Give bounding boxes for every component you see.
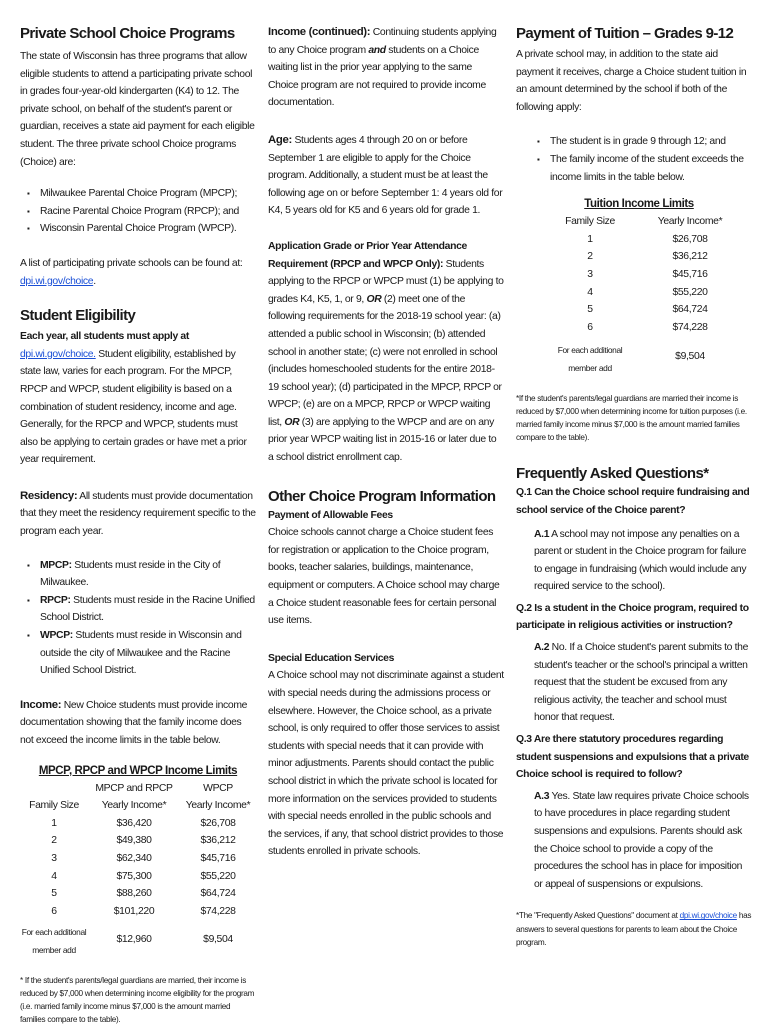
table-cell: 6: [587, 321, 593, 333]
table-header: Yearly Income*: [185, 800, 251, 812]
table-cell: 3: [51, 852, 57, 864]
income-continued-text: Continuing students applying to any Choice program: [268, 27, 497, 56]
table-row: [20, 903, 256, 921]
age-text: Students ages 4 through 20 on or before September 1 are eligible to apply for the Choice program. Additionally, a student must be at least the following age on or before September 1: 4 years old for K4, 5 years old for K5 and 6 years old for grade 1.: [268, 134, 503, 217]
faq-question: Q.1 Can the Choice school require fundraising and school service of the Choice parent?: [516, 487, 750, 516]
application-paragraph: [268, 238, 504, 467]
list-item: [20, 592, 256, 627]
faq-question: Q.2 Is a student in the Choice program, required to participate in religious activities or instruction?: [516, 602, 749, 632]
faq-answer-text: Yes. State law requires private Choice schools to have procedures in place regarding student suspensions and expulsions. Parents should ask the Choice school to provide a copy of the procedures the school has in place for imposition or appeal of suspensions or expulsions.: [534, 790, 749, 890]
table-cell: $45,716: [672, 268, 708, 280]
income-paragraph: [20, 697, 256, 750]
table-cell: 2: [51, 835, 57, 847]
faq-answer-lead: A.3: [534, 790, 550, 802]
table-cell: $26,708: [200, 817, 236, 829]
tuition-limits-caption: Tuition Income Limits: [584, 198, 694, 211]
faq-answer-text: A school may not impose any penalties on a parent or student in the Choice program for failure to engage in fundraising (which would include any required service to the school).: [534, 528, 747, 593]
table-cell: $74,228: [200, 905, 236, 917]
table-cell: 5: [51, 888, 57, 900]
additional-member-label: For each additional member add: [557, 345, 623, 373]
table-cell: $36,212: [672, 251, 708, 263]
table-row: [546, 231, 746, 249]
table-cell: $9,504: [675, 351, 705, 363]
column-2: [268, 24, 504, 861]
table-cell: 5: [587, 304, 593, 316]
table-cell: 4: [51, 870, 57, 882]
faq-note: [516, 909, 752, 949]
list-item: ▪ Wisconsin Parental Choice Program (WPCP).: [20, 220, 256, 238]
residency-paragraph: [20, 488, 256, 541]
table-header: WPCP: [203, 782, 233, 794]
application-text: Students applying to the RPCP or WPCP must (1) be applying to grades K4, K5, 1, or 9,: [268, 258, 504, 305]
table-row: [20, 868, 256, 886]
table-cell: $36,420: [116, 817, 152, 829]
table-header-blank: [20, 780, 88, 798]
residency-item-lead: WPCP:: [40, 630, 73, 642]
income-limits-table: [20, 780, 256, 960]
income-lead: Income:: [20, 698, 62, 711]
student-eligibility-heading: Student Eligibility: [20, 307, 136, 325]
table-cell: 4: [587, 286, 593, 298]
income-footnote: * If the student's parents/legal guardians are married, their income is reduced by $7,000 when determining income eligibility for the program (i.e. married family income minus $7,000 is the amount married families compare to the table).: [20, 975, 255, 1025]
school-list-end: .: [93, 275, 96, 287]
table-header: Yearly Income*: [101, 800, 167, 812]
emphasis-or: OR: [284, 416, 300, 428]
choice-link[interactable]: dpi.wi.gov/choice: [20, 275, 94, 287]
eligibility-paragraph: [20, 328, 256, 469]
table-row: [20, 832, 256, 850]
faq-heading: Frequently Asked Questions*: [516, 465, 709, 483]
tuition-heading: Payment of Tuition – Grades 9-12: [516, 25, 734, 42]
tuition-limits-table: [546, 213, 746, 377]
table-cell: 3: [587, 268, 593, 280]
table-row: [20, 885, 256, 903]
table-cell: $74,228: [672, 321, 708, 333]
intro-paragraph: The state of Wisconsin has three programs that allow eligible students to attend a participating private school in grades four-year-old kindergarten (K4) to 12. The private school, on behalf of the student's parent or guardian, receives a state aid payment for each eligible student. The three private school Choice programs (Choice) are:: [20, 51, 255, 168]
application-text: (2) meet one of the following requirements for the 2018-19 school year: (a) attended a public school in Wisconsin; (b) attended school in another state; (c) were not enrolled in school (includes homeschooled students for the entire 2018-19 school year); (d) participated in the MPCP, RPCP or WPCP; (e) are on a MPCP, RPCP or WPCP waiting list,: [268, 293, 502, 428]
list-item: ▪ The family income of the student exceeds the income limits in the table below.: [530, 151, 752, 186]
table-cell: $75,300: [116, 870, 152, 882]
faq-question: Q.3 Are there statutory procedures regarding student suspensions and expulsions that a private Choice school is required to follow?: [516, 734, 749, 781]
table-cell: $62,340: [116, 852, 152, 864]
application-text: (3) are applying to the WPCP and are on any prior year WPCP waiting list in 2015-16 or later due to a school district enrollment cap.: [268, 416, 497, 464]
income-text: New Choice students must provide income documentation showing that the family income does not exceed the income limits in the table below.: [20, 699, 248, 746]
list-item: [20, 557, 256, 592]
income-continued-lead: Income (continued):: [268, 26, 371, 38]
faq-answer: [516, 788, 752, 894]
table-cell: $9,504: [203, 934, 233, 946]
fees-paragraph: Choice schools cannot charge a Choice student fees for registration or application to the Choice program, books, teacher salaries, buildings, maintenance, equipment or computers. A Choice school may charge a Choice student reasonable fees for certain personal use items.: [268, 527, 500, 627]
table-row: [546, 301, 746, 319]
fees-heading: Payment of Allowable Fees: [268, 509, 393, 521]
table-cell: $55,220: [672, 286, 708, 298]
table-header: MPCP and RPCP: [95, 782, 173, 794]
income-continued-text: students on a Choice waiting list in the prior year applying to the same Choice program are not required to provide income documentation.: [268, 44, 486, 109]
additional-member-label: For each additional member add: [21, 927, 87, 955]
residency-item-lead: RPCP:: [40, 594, 71, 606]
table-header: Yearly Income*: [657, 216, 723, 228]
table-cell: $36,212: [200, 835, 236, 847]
residency-item-text: Students must reside in the City of Milwaukee.: [40, 559, 221, 589]
table-row: [20, 815, 256, 833]
school-list-text: A list of participating private schools can be found at:: [20, 257, 243, 269]
other-info-heading: Other Choice Program Information: [268, 487, 496, 505]
faq-note-text: *The "Frequently Asked Questions" document at: [516, 911, 680, 921]
table-cell: 2: [587, 251, 593, 263]
list-item: ▪ Racine Parental Choice Program (RPCP); and: [20, 203, 256, 221]
eligibility-text: Student eligibility, established by state law, varies for each program. For the MPCP, RPCP and WPCP, student eligibility is based on a combination of student residency, income and age. Generally, for the RPCP and WPCP, students must also be applying to certain grades or have met a prior year requirement.: [20, 348, 247, 466]
table-cell: $45,716: [200, 852, 236, 864]
residency-item-lead: MPCP:: [40, 559, 72, 571]
residency-text: All students must provide documentation that they meet the residency requirement specific to the program each year.: [20, 490, 256, 538]
tuition-list: [516, 133, 752, 186]
table-row: [546, 336, 746, 377]
age-lead: Age:: [268, 133, 292, 146]
table-row: [546, 284, 746, 302]
residency-item-text: Students must reside in Wisconsin and outside the city of Milwaukee and the Racine Unified School District.: [40, 630, 242, 677]
list-item: [20, 627, 256, 680]
table-row: [20, 920, 256, 959]
special-education-heading: Special Education Services: [268, 652, 395, 664]
table-cell: 6: [51, 905, 57, 917]
table-row: [20, 850, 256, 868]
faq-answer-lead: A.2: [534, 642, 550, 654]
list-item: ▪ The student is in grade 9 through 12; and: [530, 133, 752, 151]
table-cell: $12,960: [116, 934, 152, 946]
column-1: [20, 24, 256, 1026]
income-continued-paragraph: [268, 24, 504, 112]
list-item: ▪ Milwaukee Parental Choice Program (MPCP);: [20, 185, 256, 203]
table-cell: 1: [587, 233, 593, 245]
table-header: Family Size: [565, 216, 615, 228]
special-education-paragraph: A Choice school may not discriminate against a student with special needs during the admissions process or elsewhere. However, the Choice school, as a private school, is only required to offer those services to assist students with special needs that it can provide with minor adjustments. Parents should contact the public school district in which the private school is located for more information on the services provided to students with special needs enrolled in the public schools and the services, if any, that school district provides to those students enrolled in private schools.: [268, 670, 504, 858]
faq-answer-text: No. If a Choice student's parent submits to the student's teacher or the school's principal a written request that the student be excused from any religious activity, the teacher and school must honor that request.: [534, 642, 749, 724]
age-paragraph: [268, 132, 504, 220]
table-row: [546, 319, 746, 337]
tuition-paragraph: A private school may, in addition to the state aid payment it receives, charge a Choice student tuition in an amount determined by the school if both of the following apply:: [516, 49, 747, 113]
faq-note-text: has answers to several questions for parents to learn about the Choice program.: [516, 911, 752, 947]
table-cell: $49,380: [116, 835, 152, 847]
table-cell: $101,220: [113, 905, 155, 917]
table-cell: $64,724: [672, 304, 708, 316]
faq-answer-lead: A.1: [534, 528, 550, 540]
table-cell: $26,708: [672, 233, 708, 245]
income-limits-caption: MPCP, RPCP and WPCP Income Limits: [38, 764, 238, 777]
school-list-paragraph: [20, 255, 256, 290]
residency-lead: Residency:: [20, 489, 78, 502]
table-cell: 1: [51, 817, 57, 829]
table-row: [546, 248, 746, 266]
main-title: Private School Choice Programs: [20, 25, 235, 42]
emphasis-and: and: [368, 44, 386, 56]
faq-answer: [516, 639, 752, 727]
program-list: [20, 185, 256, 238]
application-lead: Application Grade or Prior Year Attendance Requirement (RPCP and WPCP Only):: [268, 240, 467, 270]
emphasis-or: OR: [366, 293, 382, 305]
table-cell: $88,260: [116, 888, 152, 900]
table-row: [546, 266, 746, 284]
eligibility-link[interactable]: dpi.wi.gov/choice.: [20, 348, 96, 360]
residency-item-text: Students must reside in the Racine Unified School District.: [40, 594, 255, 624]
faq-link[interactable]: dpi.wi.gov/choice: [679, 911, 737, 921]
table-header: Family Size: [29, 800, 79, 812]
faq-answer: [516, 526, 752, 596]
eligibility-lead: Each year, all students must apply at: [20, 331, 189, 343]
residency-list: [20, 557, 256, 680]
column-3: [516, 24, 752, 949]
tuition-footnote: *If the student's parents/legal guardians are married their income is reduced by $7,000 when determining income for tuition purposes (i.e. married family income minus $7,000 is the amount married families compare to the table).: [516, 393, 747, 443]
table-cell: $55,220: [200, 870, 236, 882]
table-cell: $64,724: [200, 888, 236, 900]
